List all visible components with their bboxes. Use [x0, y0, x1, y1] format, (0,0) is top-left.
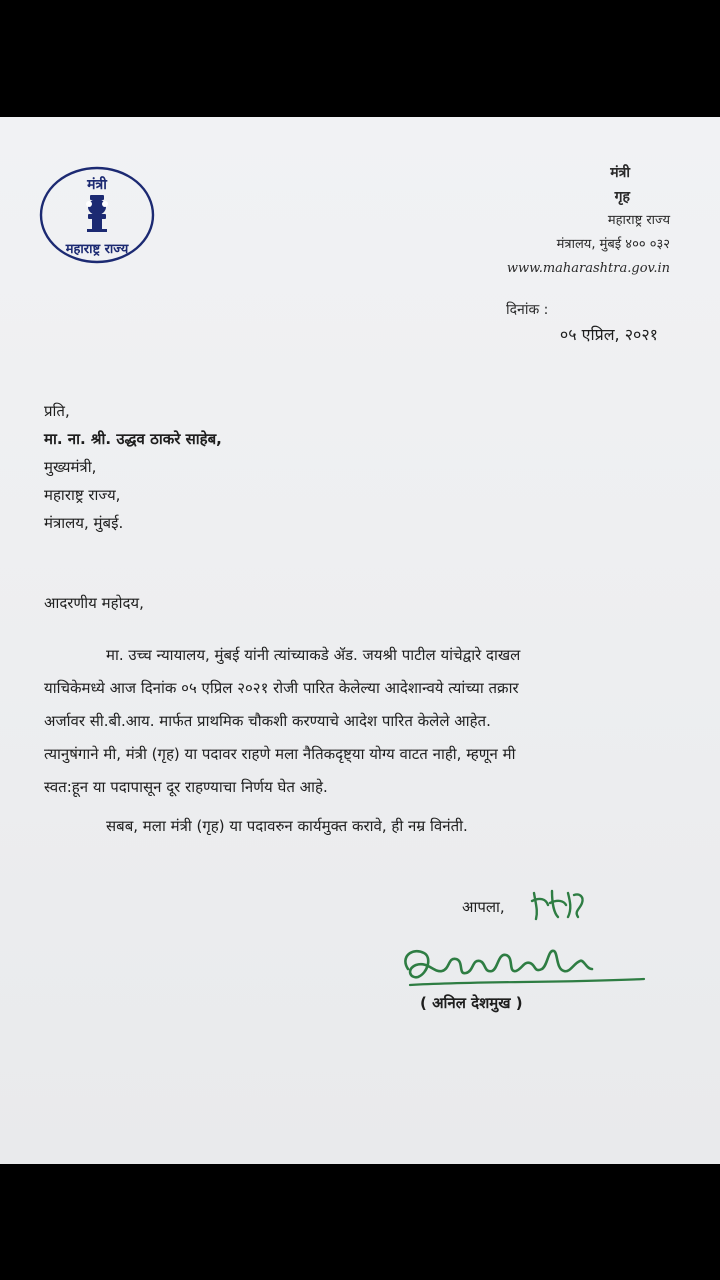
date-value: ०५ एप्रिल, २०२१	[559, 325, 658, 344]
seal-top-text: मंत्री	[87, 177, 107, 193]
handwritten-initials	[528, 883, 608, 927]
office-header	[410, 161, 670, 281]
header-designation: मंत्री	[610, 165, 630, 181]
body-line: स्वत:हून या पदापासून दूर राहण्याचा निर्णय घेत आहे.	[44, 778, 328, 796]
initials-graphic	[528, 883, 608, 927]
body-line: अर्जावर सी.बी.आय. मार्फत प्राथमिक चौकशी करण्याचे आदेश पारित केलेले आहेत.	[44, 712, 491, 730]
recipient-name: मा. ना. श्री. उद्धव ठाकरे साहेब,	[44, 430, 222, 448]
body-line: त्यानुषंगाने मी, मंत्री (गृह) या पदावर राहणे मला नैतिकदृष्ट्या योग्य वाटत नाही, म्हणून मी	[44, 745, 516, 763]
header-state: महाराष्ट्र राज्य	[607, 213, 670, 228]
government-seal	[38, 165, 156, 265]
recipient-office: मंत्रालय, मुंबई.	[44, 514, 124, 532]
letter-body	[44, 639, 666, 843]
header-website: www.maharashtra.gov.in	[506, 261, 670, 276]
recipient-state: महाराष्ट्र राज्य,	[44, 486, 121, 504]
header-department: गृह	[614, 189, 630, 205]
recipient-designation: मुख्यमंत्री,	[44, 458, 97, 476]
signatory-name: ( अनिल देशमुख )	[420, 994, 523, 1012]
date-label: दिनांक :	[506, 302, 549, 318]
header-address: मंत्रालय, मुंबई ४०० ०३२	[556, 237, 670, 252]
salutation: आदरणीय महोदय,	[44, 594, 144, 612]
letter-page	[0, 117, 720, 1164]
seal-bottom-text: महाराष्ट्र राज्य	[65, 242, 129, 257]
signature-graphic	[398, 939, 648, 999]
body-line: याचिकेमध्ये आज दिनांक ०५ एप्रिल २०२१ रोजी पारित केलेल्या आदेशान्वये त्यांच्या तक्रार	[44, 679, 519, 697]
body-line: मा. उच्च न्यायालय, मुंबई यांनी त्यांच्याकडे ॲड. जयश्री पाटील यांचेद्वारे दाखल	[106, 646, 521, 664]
closing-text: आपला,	[462, 898, 505, 916]
body-request-paragraph: सबब, मला मंत्री (गृह) या पदावरुन कार्यमुक्त करावे, ही नम्र विनंती.	[106, 817, 468, 835]
recipient-address	[44, 397, 222, 537]
national-emblem-icon	[86, 195, 108, 232]
handwritten-signature	[398, 939, 648, 999]
recipient-prefix: प्रति,	[44, 402, 70, 420]
seal-graphic	[38, 165, 156, 265]
